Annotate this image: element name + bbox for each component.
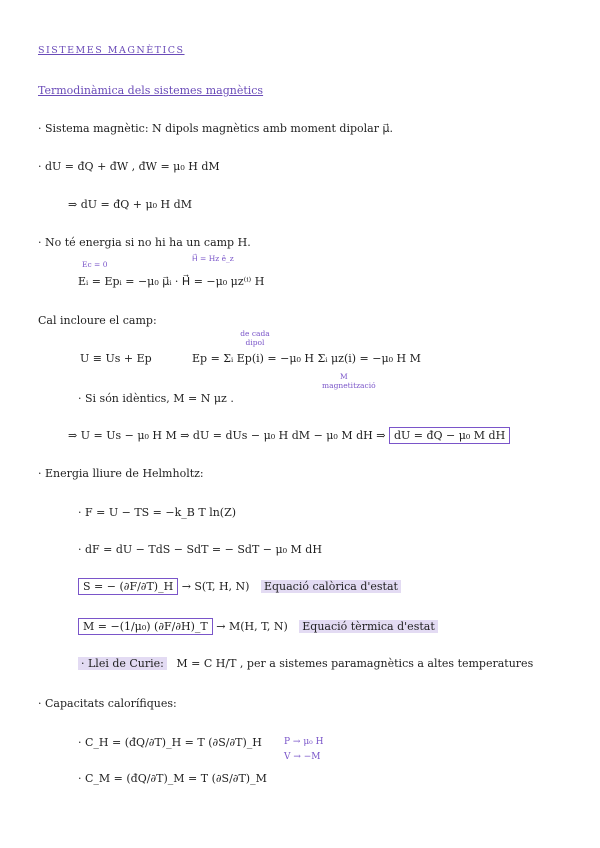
note-line-4: · No té energia si no hi ha un camp H. [38,236,251,249]
equation-energy: U ≡ Us + Ep [80,352,152,365]
annotation-h-field: H⃗ = Hz ê_z [192,254,234,263]
note-line-9 [68,429,510,443]
page-title: SISTEMES MAGNÈTICS [38,45,185,56]
section-heading: Termodinàmica dels sistemes magnètics [38,84,264,97]
analogy-volume: V → −M [284,752,321,762]
note-line-18: · C_M = (đQ/∂T)_M = T (∂S/∂T)_M [78,772,267,785]
note-line-10: · Energia lliure de Helmholtz: [38,467,204,480]
note-line-2: · dU = đQ + đW , đW = μ₀ H dM [38,160,220,173]
magnetization-function: → M(H, T, N) [216,620,288,633]
note-line-8: · Si són idèntics, M = N μz . [78,392,234,405]
entropy-function: → S(T, H, N) [181,580,250,593]
annotation-ec: Ec = 0 [82,260,108,269]
equation-potential: Ep = Σᵢ Ep(i) = −μ₀ H Σᵢ μz(i) = −μ₀ H M [192,352,421,365]
note-line-17: · C_H = (đQ/∂T)_H = T (∂S/∂T)_H [78,736,262,749]
note-line-1: · Sistema magnètic: N dipols magnètics amb moment dipolar μ⃗. [38,122,393,135]
note-line-15 [78,657,533,671]
note-line-16: · Capacitats calorífiques: [38,697,177,710]
note-line-13 [78,580,401,594]
note-line-12: · dF = dU − TdS − SdT = − SdT − μ₀ M dH [78,543,322,556]
note-line-6: Cal incloure el camp: [38,314,157,327]
annotation-per-dipole: de cada dipol [240,329,270,347]
annotation-magnetization: magnetització [322,381,376,390]
note-line-14 [78,620,438,634]
caloric-equation-highlight: Equació calòrica d'estat [261,580,401,593]
note-line-3: ⇒ dU = đQ + μ₀ H dM [68,198,192,211]
note-line-5: Eᵢ = Epᵢ = −μ₀ μ⃗ᵢ · H⃗ = −μ₀ μz⁽ⁱ⁾ H [78,275,265,288]
analogy-pressure: P → μ₀ H [284,737,324,747]
magnetization-box: M = −(1/μ₀) (∂F/∂H)_T [78,618,213,635]
note-line-11: · F = U − TS = −k_B T ln(Z) [78,506,237,519]
curie-law-highlight: · Llei de Curie: [78,657,167,670]
thermal-equation-highlight: Equació tèrmica d'estat [299,620,437,633]
boxed-result: dU = đQ − μ₀ M dH [389,427,510,444]
entropy-box: S = − (∂F/∂T)_H [78,578,178,595]
curie-law-text: M = C H/T , per a sistemes paramagnètics a altes temperatures [176,657,534,670]
derivation-text: ⇒ U = Us − μ₀ H M ⇒ dU = dUs − μ₀ H dM − μ₀ M dH ⇒ [68,429,386,442]
annotation-m: M [340,372,348,381]
